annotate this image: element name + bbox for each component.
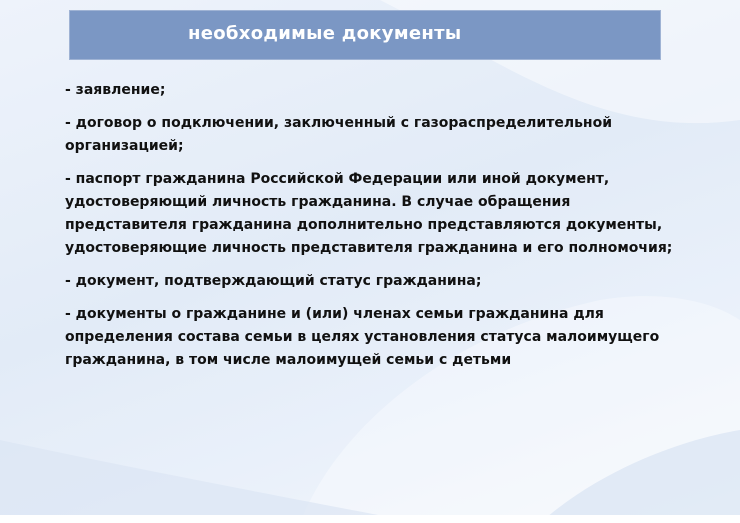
page-title: необходимые документы (188, 23, 462, 44)
list-item: - договор о подключении, заключенный с газораспределительной организацией; (65, 115, 613, 154)
list-item: - документы о гражданине и (или) членах семьи гражданина для определения состава семьи в целях установления статуса малоимущего гражданина, в том числе малоимущей семьи с детьми (65, 306, 660, 368)
list-item: - документ, подтверждающий статус гражданина; (65, 273, 482, 289)
list-item: - заявление; (65, 82, 166, 98)
title-bar (69, 10, 661, 60)
list-item: - паспорт гражданина Российской Федерации или иной документ, удостоверяющий личность гражданина. В случае обращения представителя гражданина дополнительно представляются документы, удостоверяющие личность представителя гражданина и его полномочия; (65, 171, 673, 256)
documents-list (65, 79, 675, 382)
bottom-strip (0, 515, 740, 523)
